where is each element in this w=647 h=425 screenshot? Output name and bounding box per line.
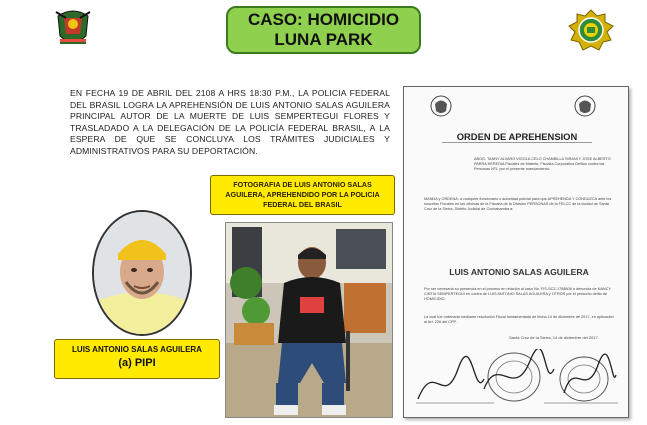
arrest-order-document <box>403 86 629 418</box>
suspect-name: LUIS ANTONIO SALAS AGUILERA <box>72 345 202 354</box>
document-signatures <box>414 349 619 416</box>
document-left-seal-icon <box>430 95 452 122</box>
photo-caption: FOTOGRAFIA DE LUIS ANTONIO SALAS AGUILERA, APREHENDIDO POR LA POLICIA FEDERAL DEL BRASIL <box>210 175 395 215</box>
document-suspect-name: LUIS ANTONIO SALAS AGUILERA <box>449 267 589 277</box>
arrest-photo <box>225 222 393 418</box>
suspect-name-label <box>54 339 220 379</box>
case-title-line1: CASO: HOMICIDIO <box>247 10 400 29</box>
coat-of-arms-icon <box>52 6 94 50</box>
case-title-line2: LUNA PARK <box>274 30 373 49</box>
document-date: Santa Cruz de la Sierra, 14 de diciembre del 2017. <box>509 335 599 340</box>
suspect-alias: (a) PIPI <box>118 357 156 369</box>
document-title: ORDEN DE APREHENSION <box>442 131 592 143</box>
police-seal-icon <box>567 8 615 52</box>
document-order-text: MANDA y ORDENA: a cualquier funcionario o autoridad policial para que APREHENDA Y CONDUZCA ante los suscritos Fiscales en las oficinas de la Fiscalía de la División PERSONAS de la FELCC de la ciudad de Santa Cruz de la Sierra, Distrito Judicial de Cochabamba a: <box>424 197 612 211</box>
document-right-seal-icon <box>574 95 596 122</box>
document-reason: Por ser necesaria su presencia en el proceso en relación al caso No. FIS-SCZ-1708808 a denuncia de NANCY CINTIA SEMPERTEGUI en contra de LUIS ANTONIO SALAS AGUILERA y OTROS por el presunto delito de HOMICIDIO. <box>424 287 611 301</box>
case-title <box>226 6 421 54</box>
suspect-portrait <box>92 210 192 336</box>
case-description: EN FECHA 19 DE ABRIL DEL 2108 A HRS 18:30 P.M., LA POLICIA FEDERAL DEL BRASIL LOGRA LA APREHENSIÓN DE LUIS ANTONIO SALAS AGUILERA PRINCIPAL AUTOR DE LA MUERTE DE LUIS SEMPERTEGUI FLORES Y TRASLADADO A LA DELEGACIÓN DE LA POLICÍA FEDERAL BRASIL, A LA ESPERA DE QUE SE CONCLUYA LOS TRÁMITES JUDICIALES Y ADMINISTRATIVOS PARA SU DEPORTACIÓN. <box>70 88 390 156</box>
document-resolution: La cual fue ordenada mediante resolución Fiscal fundamentada de fecha 14 de diciembre de 2017, en aplicación al Art. 226 del CPP. <box>424 315 614 324</box>
document-addressee: ABOG. TANNY ALVARO VIGOLA CELO CHAMBILLA SIRANI Y JOSE ALBERTO PARRA HEREDIA Fiscales de Materia, Fiscalía Corporativa Delitos contra las Personas Nº1, por el presente mandamiento: <box>474 157 611 171</box>
